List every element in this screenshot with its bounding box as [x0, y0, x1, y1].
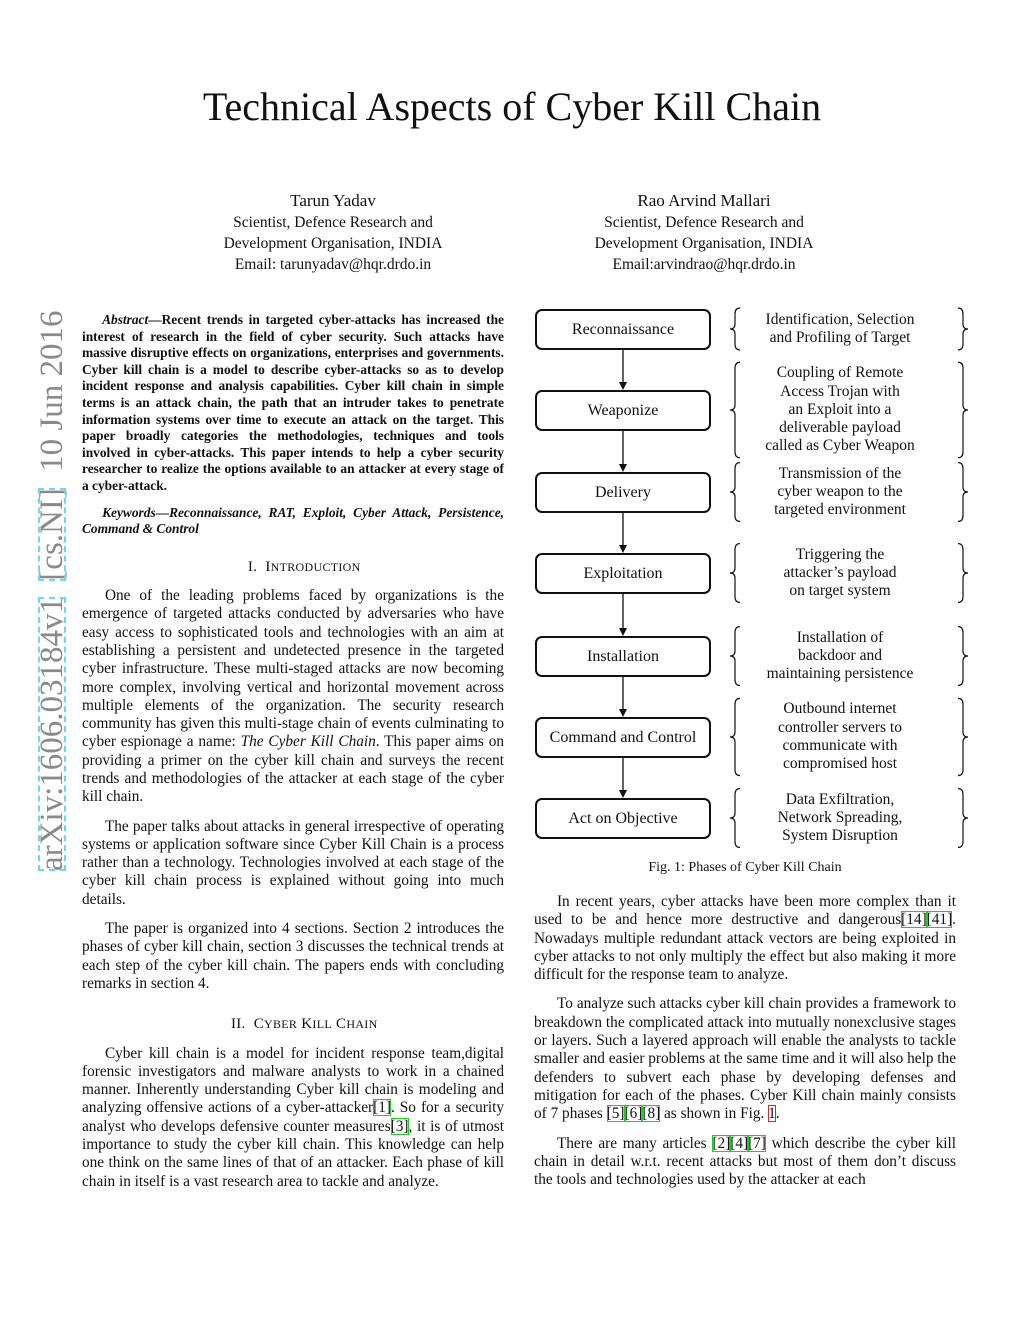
intro-paragraph-1 — [82, 587, 504, 807]
author-affiliation: Development Organisation, INDIA — [594, 235, 814, 252]
text: There are many articles — [556, 1134, 713, 1152]
section-heading-introduction — [82, 558, 504, 576]
keywords-dash: — — [155, 504, 170, 520]
phase-box-command-and-control: Command and Control — [535, 717, 711, 758]
citation-link[interactable]: [8] — [642, 1105, 661, 1123]
author-affiliation: Scientist, Defence Research and — [233, 214, 433, 231]
citation-link[interactable]: [1] — [373, 1099, 391, 1117]
description-line: Network Spreading, — [777, 808, 903, 826]
description-line: Triggering the — [795, 545, 885, 563]
phase-description — [740, 629, 940, 684]
abstract — [82, 312, 504, 495]
text: Cyber kill chain is a model for incident response team,digital forensic investigators and malware analysts to work in a chained manner. Inherently understanding Cyber kill chain is modeling and analyzing offensive actions of a cyber-attacker — [82, 1044, 504, 1117]
description-line: on target system — [789, 582, 891, 600]
figure-caption: Fig. 1: Phases of Cyber Kill Chain — [648, 860, 842, 875]
emphasis: The Cyber Kill Chain — [240, 733, 376, 751]
heading-smallcaps: YBER — [264, 1017, 298, 1032]
phase-box-installation: Installation — [535, 636, 711, 677]
author-name: Rao Arvind Mallari — [637, 191, 771, 210]
keywords — [82, 505, 504, 538]
description-line: compromised host — [782, 755, 898, 773]
paper-title: Technical Aspects of Cyber Kill Chain — [202, 84, 822, 129]
heading-smallcaps: HAIN — [346, 1017, 378, 1032]
text: . This paper aims on providing a primer on the cyber kill chain and surveys the recent trends and methodologies of the attacker at each stage of the cyber kill chain. — [82, 733, 505, 806]
intro-paragraph-2: The paper talks about attacks in general irrespective of operating systems or application software since Cyber Kill Chain is a process rather than a technology. Technologies involved at each stage of the cyber kill chain process is explained without going into much details. — [82, 817, 504, 908]
citation-link[interactable]: [2] — [712, 1134, 731, 1152]
phase-box-exploitation: Exploitation — [535, 553, 711, 594]
arxiv-category-link[interactable]: [cs.NI] — [34, 484, 70, 585]
flow-arrow-head — [619, 382, 627, 390]
text: . — [775, 1105, 780, 1123]
flow-arrow-head — [619, 464, 627, 472]
flow-arrow-head — [619, 790, 627, 798]
phase-description — [740, 791, 940, 846]
phase-box-reconnaissance: Reconnaissance — [535, 309, 711, 350]
left-brace — [730, 698, 740, 775]
description-line: an Exploit into a — [788, 400, 892, 418]
author-name: Tarun Yadav — [290, 191, 376, 210]
description-line: and Profiling of Target — [769, 328, 911, 346]
section-heading-cyber-kill-chain — [82, 1015, 504, 1033]
ckc-paragraph-1 — [82, 1045, 504, 1191]
keywords-text: Reconnaissance, RAT, Exploit, Cyber Attack, Persistence, Command & Control — [82, 504, 504, 537]
description-line: Outbound internet — [783, 700, 897, 718]
description-line: cyber weapon to the — [777, 482, 903, 500]
description-line: controller servers to — [778, 718, 902, 736]
phase-description — [740, 700, 940, 773]
left-brace — [730, 463, 740, 522]
left-brace — [730, 627, 740, 686]
heading-smallcaps: NTRODUCTION — [270, 559, 361, 574]
description-line: communicate with — [782, 736, 898, 754]
description-line: called as Cyber Weapon — [765, 437, 915, 455]
description-line: backdoor and — [798, 646, 882, 664]
left-brace — [730, 544, 740, 603]
heading-smallcaps: ILL — [312, 1017, 332, 1032]
author-email: Email: tarunyadav@hqr.drdo.in — [234, 256, 432, 273]
intro-paragraph-3: The paper is organized into 4 sections. Section 2 introduces the phases of cyber kill chain, section 3 discusses the technical trends at each step of the cyber kill chain. The papers ends with concluding remarks in section 4. — [82, 920, 504, 992]
author-affiliation: Scientist, Defence Research and — [604, 214, 804, 231]
abstract-dash: — — [148, 312, 162, 327]
description-line: Identification, Selection — [765, 310, 915, 328]
right-brace — [958, 698, 968, 775]
text: . Nowadays multiple redundant attack vectors are being exploited in cyber attacks to not only multiply the effect but also making it more difficult for the response team to analyze. — [534, 911, 956, 984]
phase-description — [740, 311, 940, 348]
kill-chain-figure — [530, 300, 970, 890]
section-number: I. — [247, 558, 258, 575]
citation-link[interactable]: [5] — [606, 1105, 625, 1123]
right-brace — [958, 544, 968, 603]
author-block-2 — [539, 190, 869, 275]
citation-link[interactable]: [41] — [926, 911, 953, 929]
right-paragraph-1 — [534, 893, 956, 984]
flow-arrow-head — [619, 545, 627, 553]
right-paragraph-3 — [534, 1135, 956, 1190]
arxiv-stamp — [32, 310, 72, 875]
left-brace — [730, 789, 740, 848]
author-affiliation: Development Organisation, INDIA — [223, 235, 443, 252]
heading-letter: K — [301, 1016, 313, 1033]
phase-description — [740, 364, 940, 455]
description-line: targeted environment — [774, 501, 906, 519]
citation-link[interactable]: [6] — [624, 1105, 643, 1123]
right-brace — [958, 362, 968, 458]
text: which describe the cyber kill chain in detail w.r.t. recent attacks but most of them don’t discuss the tools and technologies used by the attacker at each — [534, 1134, 956, 1189]
left-brace — [730, 362, 740, 458]
description-line: deliverable payload — [779, 419, 901, 437]
author-email: Email:arvindrao@hqr.drdo.in — [612, 256, 796, 273]
description-line: maintaining persistence — [766, 665, 914, 683]
arxiv-date: 10 Jun 2016 — [34, 310, 70, 472]
left-column — [82, 312, 504, 1202]
description-line: Data Exfiltration, — [785, 790, 895, 808]
author-block-1 — [168, 190, 498, 275]
citation-link[interactable]: [3] — [390, 1117, 409, 1135]
description-line: Installation of — [796, 628, 884, 646]
abstract-text: Recent trends in targeted cyber-attacks has increased the interest of research in the field of cyber security. Such attacks have massive disruptive effects on organizations, enterprises and governments. Cyber kill chain is a model to describe cyber-attacks so as to develop incident response and analysis capabilities. Cyber kill chain in simple terms is an attack chain, the path that an intruder takes to penetrate information systems over time to execute an attack on the target. This paper broadly categories the methodologies, techniques and tools involved in cyber-attacks. This paper intends to help a cyber security researcher to realize the options available to an attacker at every stage of a cyber-attack. — [82, 312, 504, 493]
figure-reference-link[interactable]: 1 — [768, 1105, 776, 1123]
phase-box-weaponize: Weaponize — [535, 390, 711, 431]
right-paragraph-2 — [534, 995, 956, 1123]
text: . So for a security analyst who develops defensive counter measures — [82, 1099, 504, 1135]
heading-letter: C — [336, 1016, 347, 1033]
heading-letter: I — [265, 558, 271, 575]
citation-link[interactable]: [7] — [748, 1134, 766, 1152]
text: as shown in Fig. — [660, 1105, 769, 1123]
text: To analyze such attacks cyber kill chain provides a framework to breakdown the complicated attack into mutually nonexclusive stages or layers. Such a layered approach will enable the analysts to tackle smaller and easier problems at the same time and it will also help the defenders to subvert each phase by developing defenses and mitigation for each of the phases. Cyber Kill chain mainly consists of 7 phases — [534, 995, 956, 1123]
phase-box-act-on-objective: Act on Objective — [535, 798, 711, 839]
right-column — [534, 893, 956, 1200]
right-brace — [958, 789, 968, 848]
phase-box-delivery: Delivery — [535, 472, 711, 513]
heading-letter: C — [253, 1016, 264, 1033]
description-line: attacker’s payload — [783, 563, 897, 581]
keywords-label: Keywords — [102, 504, 156, 520]
right-brace — [958, 308, 968, 350]
description-line: System Disruption — [782, 827, 898, 845]
phase-description — [740, 465, 940, 520]
text: One of the leading problems faced by organizations is the emergence of targeted attacks conducted by adversaries who have easy access to sophisticated tools and technologies with an aim at establishing a persistent and undetected presence in the targeted cyber infrastructure. These multi-staged attacks are now becoming more complex, involving vertical and horizontal movement across multiple elements of the organization. The security research community has given this multi-stage chain of events culminating to cyber espionage a name: — [82, 587, 504, 751]
arxiv-id-link[interactable]: arXiv:1606.03184v1 — [34, 593, 70, 875]
description-line: Transmission of the — [778, 464, 902, 482]
right-brace — [958, 627, 968, 686]
abstract-label: Abstract — [102, 312, 149, 327]
phase-description — [740, 546, 940, 601]
description-line: Coupling of Remote — [776, 364, 904, 382]
flow-arrow-head — [619, 709, 627, 717]
section-number: II. — [230, 1016, 246, 1033]
flow-arrow-head — [619, 628, 627, 636]
text: , it is of utmost importance to study the cyber kill chain. This knowledge can help one think on the same lines of that of an attacker. Each phase of kill chain in itself is a vast research area to tackle and analyze. — [82, 1117, 504, 1190]
text: In recent years, cyber attacks have been more complex than it used to be and hence more destructive and dangerous — [534, 893, 956, 929]
description-line: Access Trojan with — [780, 382, 900, 400]
left-brace — [730, 308, 740, 350]
citation-link[interactable]: [14] — [901, 911, 927, 929]
right-brace — [958, 463, 968, 522]
citation-link[interactable]: [4] — [730, 1134, 749, 1152]
